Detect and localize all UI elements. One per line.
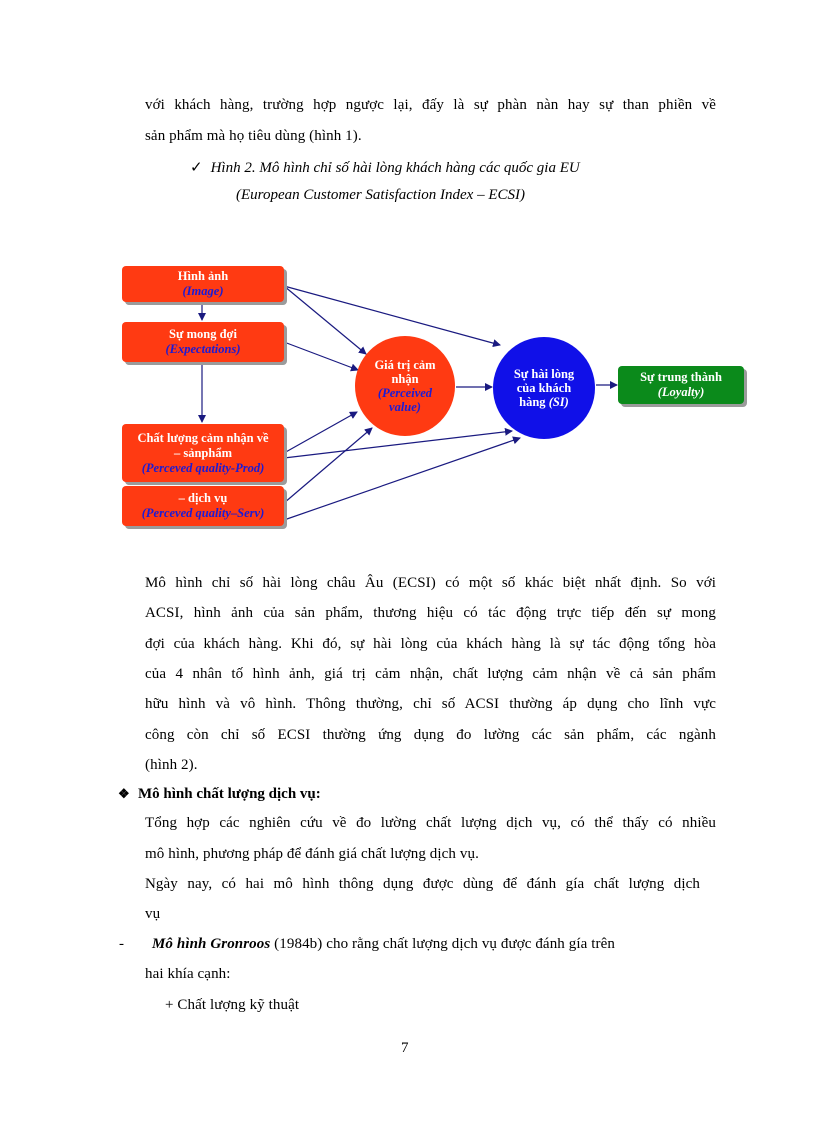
satisfaction-label-3-wrap <box>493 395 595 409</box>
satisfaction-circle <box>493 337 595 439</box>
quality-product-label-en: (Perceved quality-Prod) <box>141 460 265 475</box>
value-label-1: Giá trị cảm <box>374 358 436 372</box>
para1-line-6: công còn chỉ số ECSI thường ứng dụng đo lường các sản phẩm, các ngành <box>145 727 716 743</box>
caption-line-2: (European Customer Satisfaction Index – ECSI) <box>236 187 525 203</box>
section-heading <box>118 786 321 803</box>
page-number: 7 <box>401 1040 409 1056</box>
section-title: Mô hình chất lượng dịch vụ: <box>138 786 321 802</box>
image-label: Hình ảnh <box>177 269 229 283</box>
para1-line-1: Mô hình chỉ số hài lòng châu Âu (ECSI) có một số khác biệt nhất định. So với <box>145 575 716 591</box>
satisfaction-label-1: Sự hài lòng <box>513 367 575 381</box>
quality-service-box <box>122 486 284 526</box>
quality-service-label-en: (Perceved quality–Serv) <box>141 506 265 520</box>
satisfaction-label-3: hàng <box>519 395 546 409</box>
figure-caption <box>190 158 580 177</box>
caption-line-1: Hình 2. Mô hình chỉ số hài lòng khách hàng các quốc gia EU <box>210 160 580 176</box>
para1-line-5: hữu hình và vô hình. Thông thường, chỉ số ACSI thường áp dụng cho lĩnh vực <box>145 696 716 712</box>
satisfaction-label-2: của khách <box>516 381 572 395</box>
dash-bullet: - <box>119 936 124 952</box>
gronroos-model-name: Mô hình Gronroos <box>152 936 271 952</box>
value-label-en-2: value) <box>389 400 421 414</box>
quality-product-label-1: Chất lượng cảm nhận về <box>137 430 269 445</box>
arrow-quality-serv-value <box>284 428 372 503</box>
expectations-label: Sự mong đợi <box>169 327 237 341</box>
quality-product-box <box>122 424 284 482</box>
para1-line-7: (hình 2). <box>145 757 198 773</box>
technical-quality-item: + Chất lượng kỹ thuật <box>165 997 300 1013</box>
intro-line-1: với khách hàng, trường hợp ngược lại, đấy là sự phàn nàn hay sự than phiền về <box>145 97 716 113</box>
loyalty-box <box>618 366 744 404</box>
para2-line-2: mô hình, phương pháp để đánh giá chất lượng dịch vụ. <box>145 846 479 862</box>
image-box <box>122 266 284 302</box>
expectations-box <box>122 322 284 362</box>
expectations-label-en: (Expectations) <box>165 342 241 356</box>
image-label-en: (Image) <box>182 284 224 298</box>
gronroos-line-1 <box>152 936 615 953</box>
para1-line-2: ACSI, hình ảnh của sản phẩm, thương hiệu có tác động trực tiếp đến sự mong <box>145 605 716 621</box>
quality-product-label-2: – sảnphẩm <box>173 445 232 460</box>
diamond-bullet-icon: ❖ <box>118 786 130 801</box>
arrow-quality-prod-value <box>284 412 357 453</box>
para3-line-1: Ngày nay, có hai mô hình thông dụng được dùng để đánh gía chất lượng dịch <box>145 876 700 892</box>
checkmark-icon: ✓ <box>190 160 203 176</box>
loyalty-label: Sự trung thành <box>640 370 722 384</box>
value-label-en-1: (Perceived <box>377 386 433 400</box>
arrow-quality-serv-satisfaction <box>284 438 520 520</box>
para1-line-3: đợi của khách hàng. Khi đó, sự hài lòng của khách hàng là sự tác động tổng hòa <box>145 636 716 652</box>
loyalty-label-en: (Loyalty) <box>657 385 705 399</box>
satisfaction-label-en: (SI) <box>548 395 569 409</box>
arrow-image-value <box>284 286 366 354</box>
perceived-value-circle <box>355 336 455 436</box>
para1-line-4: của 4 nhân tố hình ảnh, giá trị cảm nhận, chất lượng cảm nhận về cả sản phẩm <box>145 666 716 682</box>
para2-line-1: Tổng hợp các nghiên cứu về đo lường chất lượng dịch vụ, có thể thấy có nhiều <box>145 815 716 831</box>
quality-service-label: – dịch vụ <box>178 491 228 505</box>
para3-line-2: vụ <box>145 906 161 922</box>
gronroos-line-2: hai khía cạnh: <box>145 966 231 982</box>
gronroos-description: (1984b) cho rằng chất lượng dịch vụ được đánh gía trên <box>270 936 615 952</box>
value-label-2: nhận <box>391 372 419 386</box>
intro-line-2: sản phẩm mà họ tiêu dùng (hình 1). <box>145 128 362 144</box>
arrow-image-satisfaction <box>284 286 500 345</box>
arrow-expectations-value <box>284 342 358 370</box>
